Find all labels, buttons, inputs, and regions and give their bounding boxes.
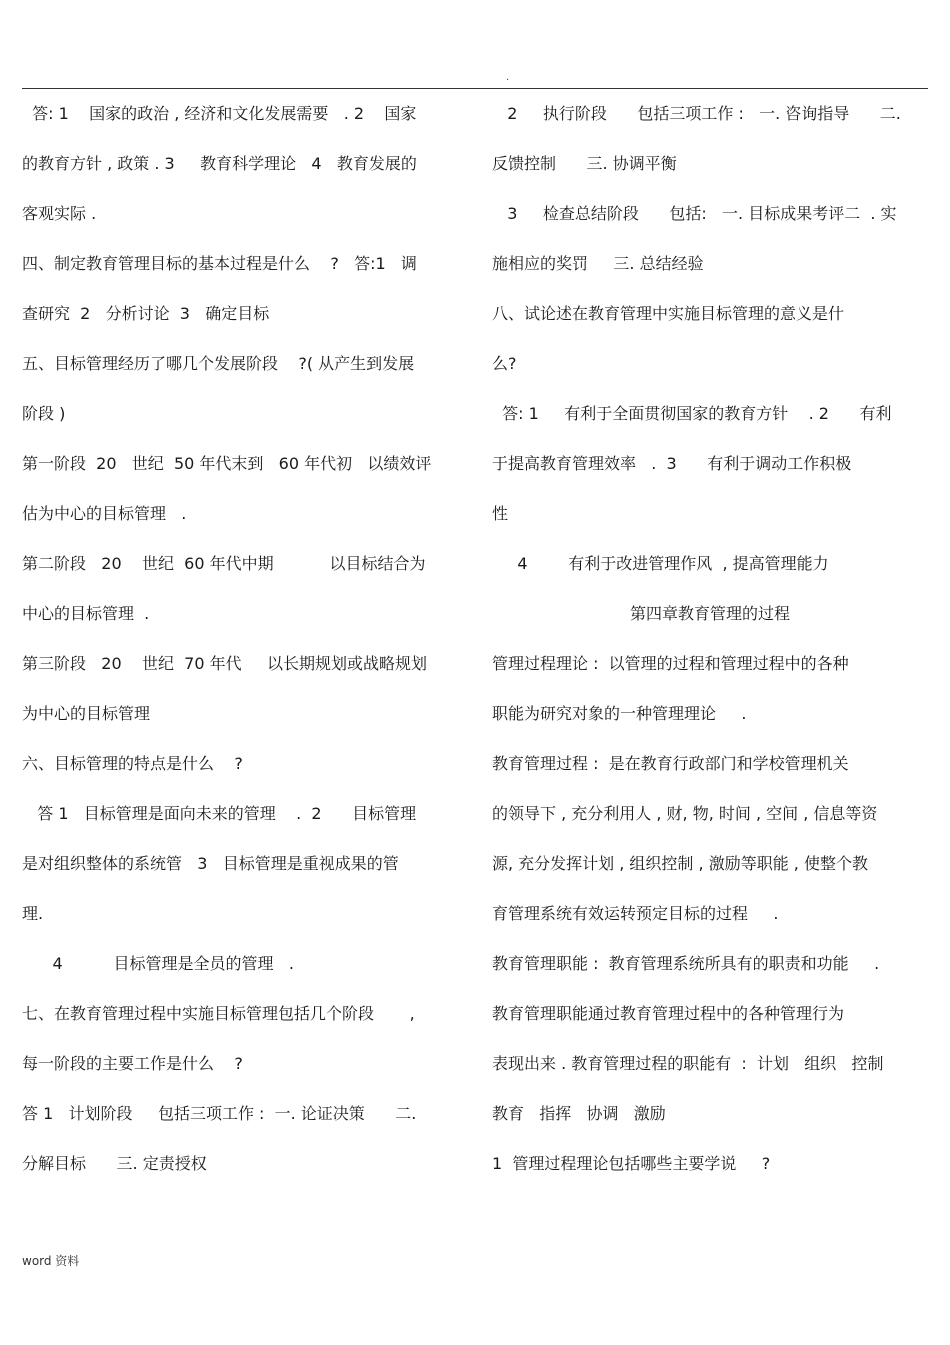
text-line: 为中心的目标管理: [22, 704, 151, 723]
text-line: 表现出来 . 教育管理过程的职能有 : 计划 组织 控制: [492, 1054, 884, 1073]
text-line: 职能为研究对象的一种管理理论 .: [492, 704, 747, 723]
text-line: 客观实际 .: [22, 204, 97, 223]
text-line: 反馈控制 三. 协调平衡: [492, 154, 677, 173]
chapter-title: 第四章教育管理的过程: [629, 604, 790, 623]
text-line: 施相应的奖罚 三. 总结经验: [492, 254, 704, 273]
text-line: 答 1 目标管理是面向未来的管理 . 2 目标管理: [22, 804, 417, 823]
text-line: 是对组织整体的系统管 3 目标管理是重视成果的管: [22, 854, 399, 873]
definition-line: 管理过程理论 : 以管理的过程和管理过程中的各种: [492, 654, 849, 673]
text-line: 第二阶段 20 世纪 60 年代中期 以目标结合为: [22, 554, 426, 573]
footer-label: word 资料: [22, 1254, 80, 1268]
text-line: 理.: [22, 904, 44, 923]
question-heading: 1 管理过程理论包括哪些主要学说 ?: [492, 1154, 771, 1173]
text-line: 教育管理职能通过教育管理过程中的各种管理行为: [492, 1004, 845, 1023]
text-line: 4 目标管理是全员的管理 .: [22, 954, 294, 973]
right-column: [492, 89, 928, 1189]
text-line: 估为中心的目标管理 .: [22, 504, 187, 523]
header-mark: .: [506, 72, 510, 83]
text-line: 于提高教育管理效率 . 3 有利于调动工作积极: [492, 454, 852, 473]
text-line: 源, 充分发挥计划 , 组织控制 , 激励等职能 , 使整个教: [492, 854, 868, 873]
text-line: 查研究 2 分析讨论 3 确定目标: [22, 304, 270, 323]
question-heading: 八、试论述在教育管理中实施目标管理的意义是什: [492, 304, 845, 323]
text-line: 3 检查总结阶段 包括: 一. 目标成果考评二 . 实: [492, 204, 897, 223]
text-line: 答: 1 有利于全面贯彻国家的教育方针 . 2 有利: [492, 404, 892, 423]
definition-line: 教育管理过程 : 是在教育行政部门和学校管理机关: [492, 754, 849, 773]
text-line: 2 执行阶段 包括三项工作 : 一. 咨询指导 二.: [492, 104, 901, 123]
text-line: 每一阶段的主要工作是什么 ?: [22, 1054, 243, 1073]
text-line: 4 有利于改进管理作风 , 提高管理能力: [492, 554, 829, 573]
text-line: 第三阶段 20 世纪 70 年代 以长期规划或战略规划: [22, 654, 428, 673]
text-line: 分解目标 三. 定责授权: [22, 1154, 207, 1173]
text-line: 么?: [492, 354, 517, 373]
text-line: 中心的目标管理 .: [22, 604, 150, 623]
text-line: 的领导下 , 充分利用人 , 财, 物, 时间 , 空间 , 信息等资: [492, 804, 878, 823]
text-line: 的教育方针 , 政策 . 3 教育科学理论 4 教育发展的: [22, 154, 417, 173]
text-line: 阶段 ): [22, 404, 66, 423]
left-column: [22, 89, 458, 1189]
text-line: 答: 1 国家的政治 , 经济和文化发展需要 . 2 国家: [22, 104, 417, 123]
text-line: 性: [492, 504, 509, 523]
question-heading: 六、目标管理的特点是什么 ?: [22, 754, 243, 773]
text-line: 育管理系统有效运转预定目标的过程 .: [492, 904, 779, 923]
question-heading: 五、目标管理经历了哪几个发展阶段 ?( 从产生到发展: [22, 354, 415, 373]
question-heading: 七、在教育管理过程中实施目标管理包括几个阶段 ,: [22, 1004, 415, 1023]
text-line: 教育 指挥 协调 激励: [492, 1104, 666, 1123]
text-line: 答 1 计划阶段 包括三项工作 : 一. 论证决策 二.: [22, 1104, 417, 1123]
definition-line: 教育管理职能 : 教育管理系统所具有的职责和功能 .: [492, 954, 880, 973]
question-heading: 四、制定教育管理目标的基本过程是什么 ? 答:1 调: [22, 254, 417, 273]
text-line: 第一阶段 20 世纪 50 年代末到 60 年代初 以绩效评: [22, 454, 432, 473]
